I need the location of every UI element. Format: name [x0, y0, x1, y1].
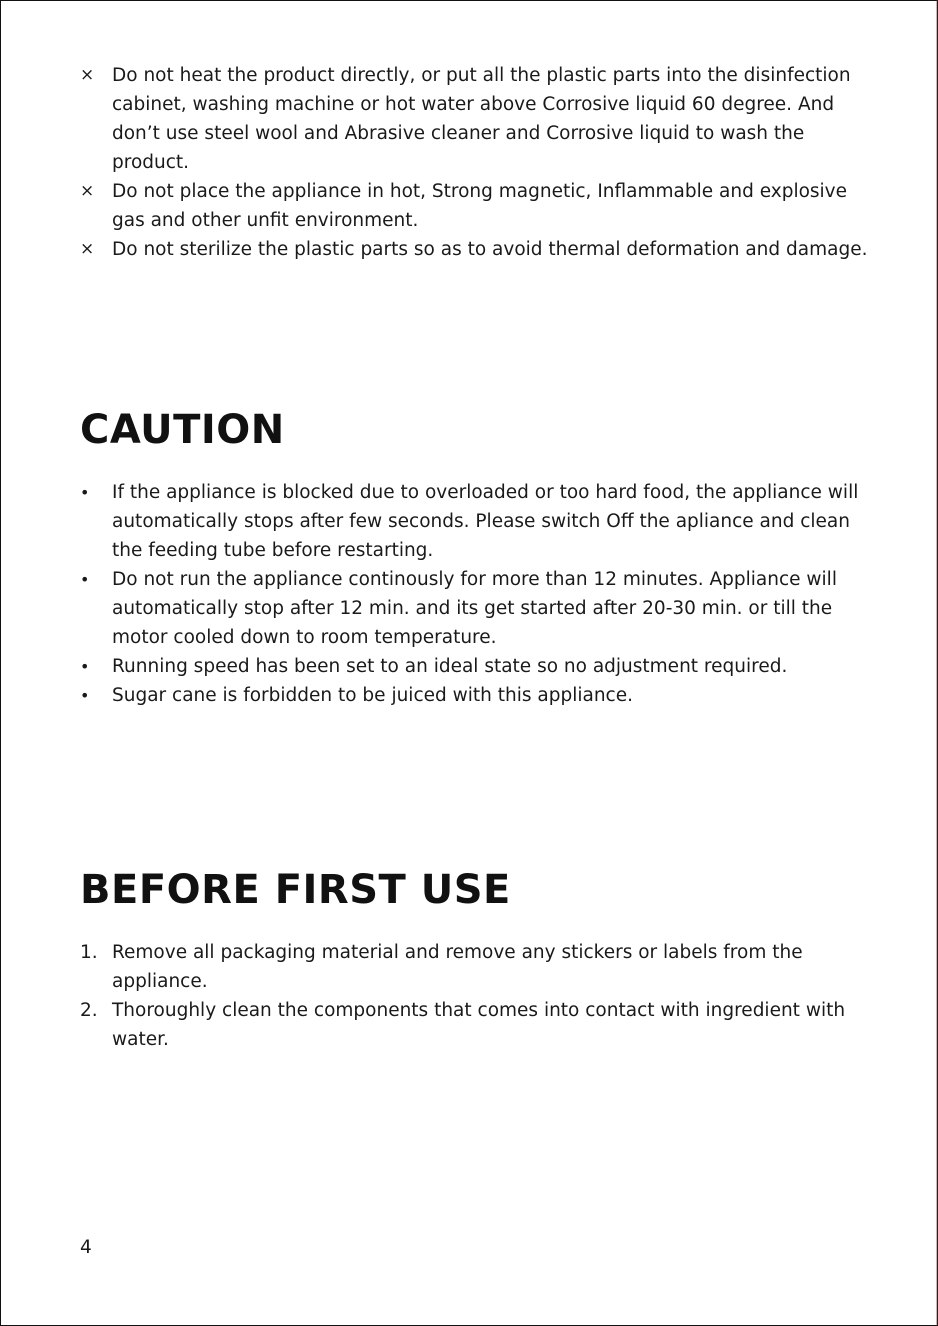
warning-item: [80, 61, 880, 177]
caution-text: Do not run the appliance continously for more than 12 minutes. Appliance will automatically stop after 12 min. and its get started after 20-30 min. or till the motor cooled down to room temperature.: [112, 569, 837, 648]
step-item: [80, 996, 880, 1054]
before-first-use-list: [80, 938, 880, 1054]
caution-item: [80, 565, 880, 652]
bullet-icon: •: [80, 570, 90, 589]
caution-heading: CAUTION: [80, 407, 285, 453]
step-text: Thoroughly clean the components that comes into contact with ingredient with water.: [112, 1000, 846, 1050]
step-number: 2.: [80, 1000, 98, 1021]
warning-text: Do not sterilize the plastic parts so as to avoid thermal deformation and damage.: [112, 239, 868, 260]
caution-text: If the appliance is blocked due to overloaded or too hard food, the appliance will automatically stops after few seconds. Please switch Off the apliance and clean the feeding tube before restarting.: [112, 482, 859, 561]
page-number: 4: [80, 1237, 92, 1258]
cross-icon: ×: [80, 65, 95, 85]
step-number: 1.: [80, 942, 98, 963]
cross-icon: ×: [80, 181, 95, 201]
caution-list: [80, 478, 880, 710]
bullet-icon: •: [80, 686, 90, 705]
warning-item: [80, 235, 880, 264]
step-text: Remove all packaging material and remove any stickers or labels from the appliance.: [112, 942, 803, 992]
warning-text: Do not place the appliance in hot, Strong magnetic, Inflammable and explosive gas and other unfit environment.: [112, 181, 848, 231]
cross-icon: ×: [80, 239, 95, 259]
warnings-list: [80, 61, 880, 264]
caution-text: Sugar cane is forbidden to be juiced with this appliance.: [112, 685, 633, 706]
caution-item: [80, 681, 880, 710]
step-item: [80, 938, 880, 996]
bullet-icon: •: [80, 657, 90, 676]
bullet-icon: •: [80, 483, 90, 502]
warning-text: Do not heat the product directly, or put all the plastic parts into the disinfection cabinet, washing machine or hot water above Corrosive liquid 60 degree. And don’t use steel wool and Abrasive cleaner and Corrosive liquid to wash the product.: [112, 65, 851, 173]
caution-item: [80, 478, 880, 565]
before-first-use-heading: BEFORE FIRST USE: [80, 867, 511, 913]
caution-item: [80, 652, 880, 681]
warning-item: [80, 177, 880, 235]
caution-text: Running speed has been set to an ideal state so no adjustment required.: [112, 656, 788, 677]
